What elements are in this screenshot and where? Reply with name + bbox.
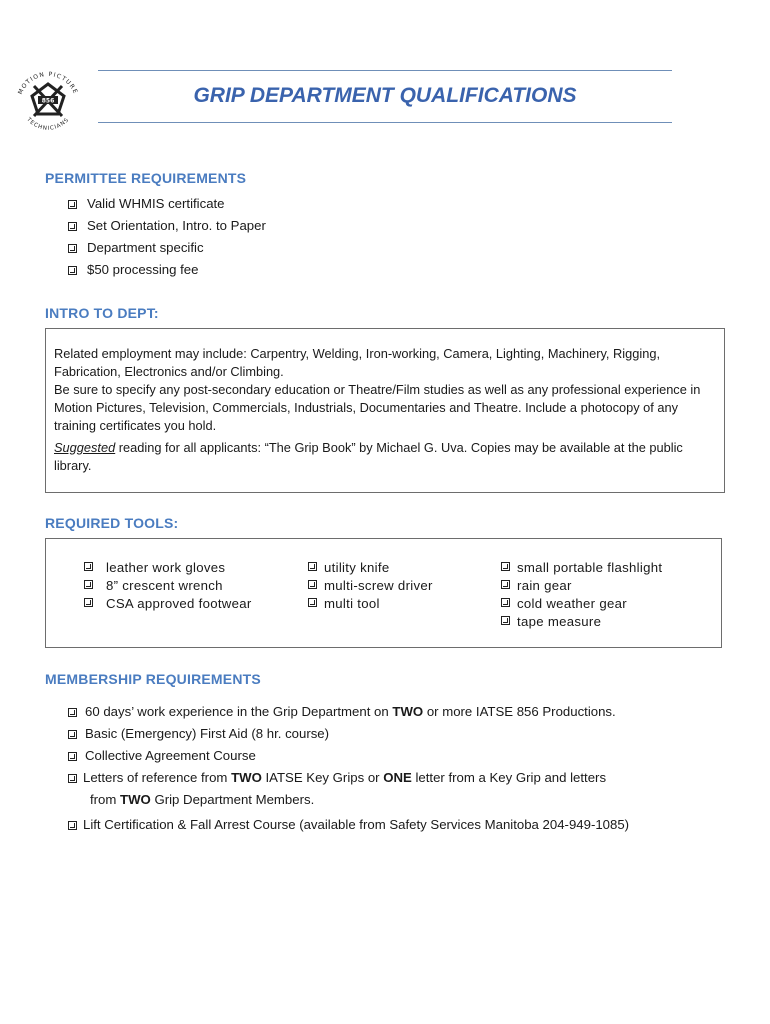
- checkbox-icon: [68, 774, 77, 783]
- item-text: or more IATSE 856 Productions.: [423, 704, 616, 719]
- item-text: Letters of reference from: [83, 770, 232, 785]
- tools-column-1: [84, 559, 284, 613]
- checkbox-icon: [84, 598, 93, 607]
- iatse-emblem: [32, 84, 64, 116]
- item-text: multi-screw driver: [324, 578, 433, 593]
- intro-heading: INTRO TO DEPT:: [45, 305, 159, 321]
- tools-box: [45, 538, 722, 648]
- item-text: 60 days’ work experience in the Grip Department on: [85, 704, 393, 719]
- list-item: [501, 559, 721, 577]
- list-item: [68, 723, 629, 745]
- list-item: [68, 745, 629, 767]
- reading-paragraph: [54, 439, 716, 475]
- checkbox-icon: [501, 598, 510, 607]
- title-top-rule: [98, 70, 672, 71]
- list-item: [68, 767, 629, 789]
- checkbox-icon: [68, 752, 77, 761]
- permittee-list: [68, 194, 266, 282]
- checkbox-icon: [308, 598, 317, 607]
- checkbox-icon: [501, 580, 510, 589]
- item-text: letter from a Key Grip and letters: [411, 770, 607, 785]
- list-item: [84, 577, 284, 595]
- membership-heading: MEMBERSHIP REQUIREMENTS: [45, 671, 261, 687]
- item-text: Valid WHMIS certificate: [87, 196, 225, 211]
- intro-text: Be sure to specify any post-secondary education or Theatre/Film studies as well as any professional experience in Motion Pictures, Television, Commercials, Industrials, Documentaries and Theatre. Include a photocopy of any training certificates you hold.: [54, 382, 701, 433]
- item-text: from: [90, 792, 121, 807]
- item-text: small portable flashlight: [517, 560, 663, 575]
- item-text: cold weather gear: [517, 596, 627, 611]
- union-logo: [12, 66, 84, 138]
- item-text: Department specific: [87, 240, 204, 255]
- checkbox-icon: [68, 222, 77, 231]
- tools-column-3: [501, 559, 721, 631]
- reading-text: reading for all applicants: “The Grip Book” by Michael G. Uva. Copies may be available at the public library.: [54, 440, 683, 473]
- list-item: [84, 595, 284, 613]
- list-item: [68, 814, 629, 836]
- list-item: [68, 216, 266, 238]
- logo-arc-top: MOTION PICTURE: [16, 70, 80, 96]
- checkbox-icon: [68, 730, 77, 739]
- item-text: Set Orientation, Intro. to Paper: [87, 218, 266, 233]
- permittee-heading: PERMITTEE REQUIREMENTS: [45, 170, 247, 186]
- list-item: [308, 577, 488, 595]
- list-item: [68, 260, 266, 282]
- list-item-continuation: [68, 789, 629, 811]
- tools-column-2: [308, 559, 488, 613]
- checkbox-icon: [68, 200, 77, 209]
- list-item: [68, 194, 266, 216]
- item-text: 8” crescent wrench: [106, 578, 223, 593]
- item-text: multi tool: [324, 596, 380, 611]
- membership-list: [68, 701, 629, 836]
- list-item: [84, 559, 284, 577]
- item-text: Basic (Emergency) First Aid (8 hr. course): [85, 726, 330, 741]
- emphasis-text: TWO: [120, 792, 151, 807]
- intro-box: [45, 328, 725, 493]
- logo-arc-bottom: TECHNICIANS: [25, 116, 71, 132]
- page-title: GRIP DEPARTMENT QUALIFICATIONS: [193, 84, 577, 107]
- item-text: rain gear: [517, 578, 572, 593]
- intro-text: Related employment may include: Carpentry, Welding, Iron-working, Camera, Lighting, Machinery, Rigging, Fabrication, Electronics and/or Climbing.: [54, 346, 660, 379]
- list-item: [68, 238, 266, 260]
- checkbox-icon: [501, 616, 510, 625]
- list-item: [501, 595, 721, 613]
- item-text: Lift Certification & Fall Arrest Course (available from Safety Services Manitoba 204-949-1085): [83, 817, 630, 832]
- item-text: CSA approved footwear: [106, 596, 252, 611]
- item-text: $50 processing fee: [87, 262, 199, 277]
- svg-text:TECHNICIANS: [25, 116, 71, 132]
- checkbox-icon: [308, 580, 317, 589]
- item-text: Grip Department Members.: [150, 792, 315, 807]
- emphasis-text: ONE: [383, 770, 412, 785]
- checkbox-icon: [501, 562, 510, 571]
- item-text: IATSE Key Grips or: [261, 770, 384, 785]
- emphasis-text: TWO: [392, 704, 424, 719]
- checkbox-icon: [68, 821, 77, 830]
- list-item: [501, 577, 721, 595]
- intro-paragraph: [54, 345, 716, 435]
- logo-number: 856: [41, 97, 55, 105]
- title-bottom-rule: [98, 122, 672, 123]
- list-item: [308, 559, 488, 577]
- list-item: [308, 595, 488, 613]
- checkbox-icon: [308, 562, 317, 571]
- checkbox-icon: [68, 266, 77, 275]
- checkbox-icon: [68, 244, 77, 253]
- checkbox-icon: [68, 708, 77, 717]
- checkbox-icon: [84, 562, 93, 571]
- list-item: [68, 701, 629, 723]
- emphasis-text: TWO: [231, 770, 262, 785]
- item-text: leather work gloves: [106, 560, 226, 575]
- tools-heading: REQUIRED TOOLS:: [45, 515, 179, 531]
- checkbox-icon: [84, 580, 93, 589]
- item-text: tape measure: [517, 614, 602, 629]
- suggested-text: Suggested: [54, 440, 116, 455]
- item-text: utility knife: [324, 560, 390, 575]
- item-text: Collective Agreement Course: [85, 748, 256, 763]
- list-item: [501, 613, 721, 631]
